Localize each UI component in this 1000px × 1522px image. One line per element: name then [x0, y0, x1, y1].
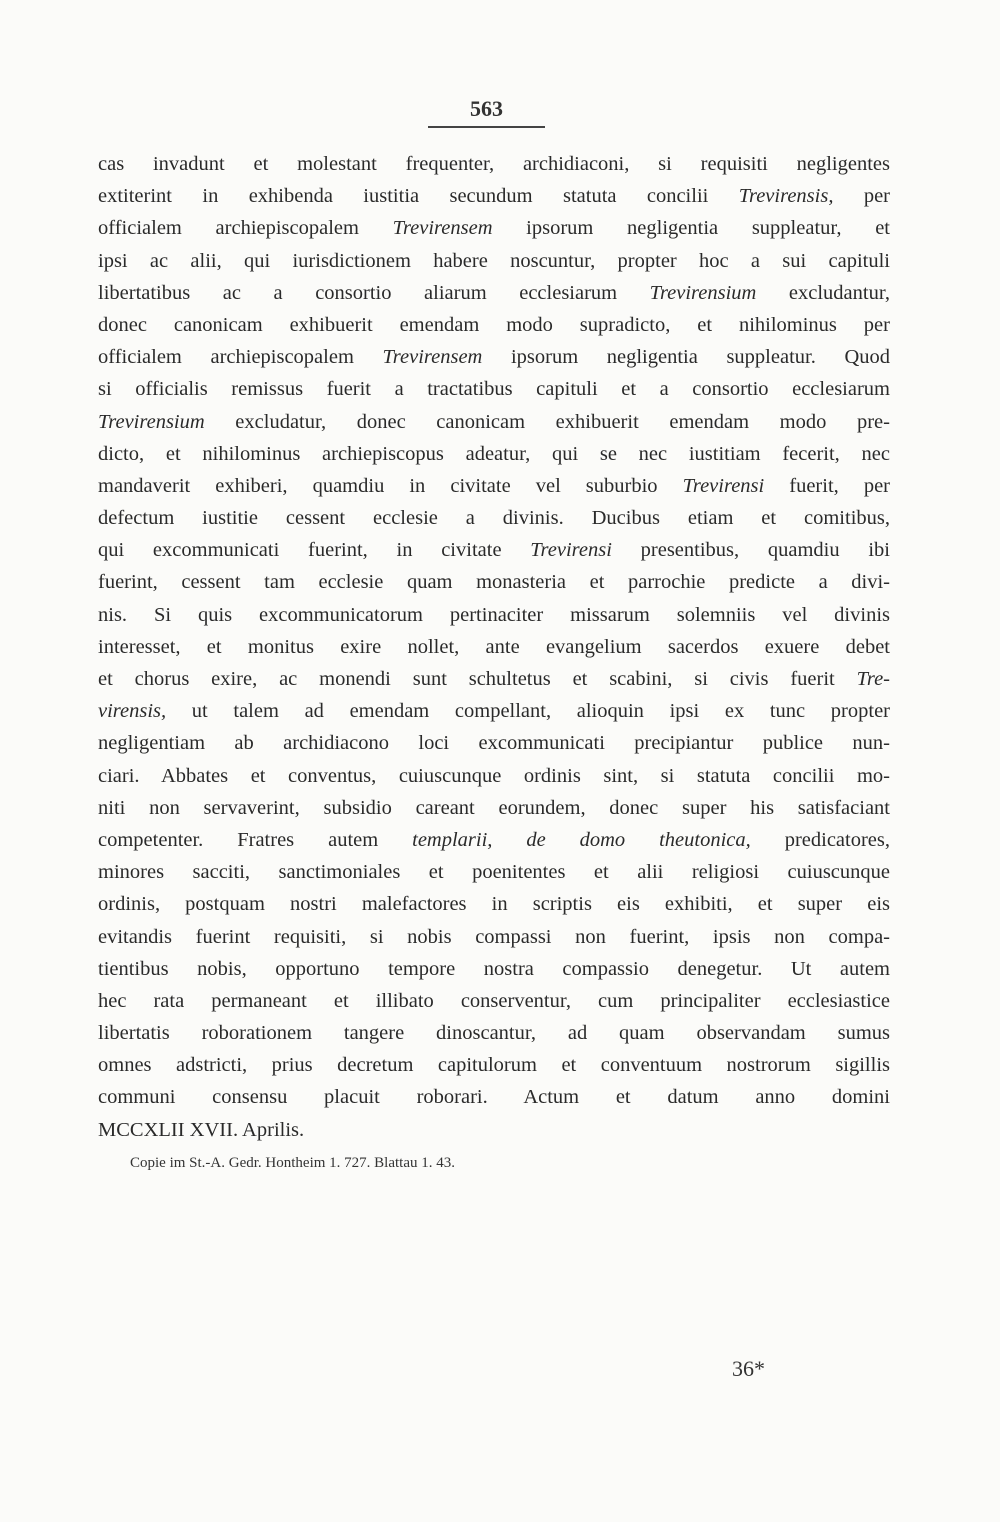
text-line [98, 695, 890, 727]
text-segment: MCCXLII XVII. Aprilis. [98, 1118, 305, 1141]
text-line [98, 953, 890, 985]
text-segment: negligentiam ab archidiacono loci excommunicati precipiantur publice nun- [98, 732, 890, 755]
text-line [98, 373, 890, 405]
text-line [98, 1017, 890, 1049]
text-segment: interesset, et monitus exire nollet, ante evangelium sacerdos exuere debet [98, 635, 890, 658]
text-segment: si officialis remissus fuerit a tractatibus capituli et a consortio ecclesiarum [98, 378, 890, 401]
text-segment: competenter. Fratres autem [98, 828, 413, 851]
italic-text-segment: Trevirensem [392, 217, 493, 240]
text-segment: dicto, et nihilominus archiepiscopus adeatur, qui se nec iustitiam fecerit, nec [98, 442, 890, 465]
text-line [98, 760, 890, 792]
text-segment: omnes adstricti, prius decretum capitulorum et conventuum nostrorum sigillis [98, 1054, 890, 1077]
text-line [98, 599, 890, 631]
text-line [98, 663, 890, 695]
page-number-rule [428, 126, 545, 128]
italic-text-segment: Trevirensis, [738, 185, 834, 208]
text-line [98, 212, 890, 244]
text-line [98, 470, 890, 502]
italic-text-segment: Tre- [856, 668, 890, 690]
text-line [98, 309, 890, 341]
text-segment: defectum iustitie cessent ecclesie a divinis. Ducibus etiam et comitibus, [98, 507, 890, 530]
page-number: 563 [470, 96, 503, 121]
text-segment: ciari. Abbates et conventus, cuiuscunque ordinis sint, si statuta concilii mo- [98, 764, 890, 787]
text-line [98, 631, 890, 663]
italic-text-segment: Trevirensi [682, 474, 765, 497]
text-segment: niti non servaverint, subsidio careant eorundem, donec super his satisfaciant [98, 796, 890, 819]
text-segment: nis. Si quis excommunicatorum pertinaciter missarum solemniis vel divinis [98, 603, 890, 626]
text-line [98, 438, 890, 470]
text-line [98, 985, 890, 1017]
text-segment: ut talem ad emendam compellant, alioquin ipsi ex tunc propter [166, 700, 890, 723]
text-segment: donec canonicam exhibuerit emendam modo supradicto, et nihilominus per [98, 313, 890, 336]
text-segment: officialem archiepiscopalem [98, 346, 383, 369]
text-line [98, 921, 890, 953]
text-line [98, 406, 890, 438]
text-segment: hec rata permaneant et illibato conserventur, cum principaliter ecclesiastice [98, 989, 890, 1012]
text-line [98, 502, 890, 534]
text-line [98, 245, 890, 277]
text-segment: officialem archiepiscopalem [98, 217, 393, 240]
text-segment: minores sacciti, sanctimoniales et poenitentes et alii religiosi cuiuscunque [98, 861, 890, 884]
text-segment: qui excommunicati fuerint, in civitate [98, 539, 531, 562]
italic-text-segment: Trevirensem [382, 346, 483, 369]
text-line [98, 148, 890, 180]
text-line [98, 824, 890, 856]
text-line [98, 888, 890, 920]
italic-text-segment: virensis, [98, 700, 167, 723]
text-segment: per [833, 185, 890, 208]
text-segment: mandaverit exhiberi, quamdiu in civitate vel suburbio [98, 474, 683, 497]
text-segment: evitandis fuerint requisiti, si nobis compassi non fuerint, ipsis non compa- [98, 925, 890, 948]
text-line [98, 792, 890, 824]
text-line [98, 341, 890, 373]
text-segment: fuerint, cessent tam ecclesie quam monasteria et parrochie predicte a divi- [98, 571, 890, 594]
text-segment: fuerit, per [764, 474, 890, 497]
italic-text-segment: templarii, de domo theutonica, [412, 828, 751, 851]
text-line [98, 566, 890, 598]
text-segment: libertatibus ac a consortio aliarum ecclesiarum [98, 281, 650, 304]
text-segment: ipsi ac alii, qui iurisdictionem habere noscuntur, propter hoc a sui capituli [98, 249, 890, 272]
italic-text-segment: Trevirensi [530, 539, 612, 562]
text-segment: et chorus exire, ac monendi sunt schultetus et scabini, si civis fuerit [98, 668, 857, 690]
body-text [98, 148, 890, 1146]
text-segment: presentibus, quamdiu ibi [611, 539, 890, 562]
text-line [98, 856, 890, 888]
text-line [98, 1049, 890, 1081]
text-segment: excludantur, [756, 281, 890, 304]
text-segment: excludatur, donec canonicam exhibuerit emendam modo pre- [204, 410, 890, 433]
text-segment: extiterint in exhibenda iustitia secundum statuta concilii [98, 185, 739, 208]
text-segment: communi consensu placuit roborari. Actum et datum anno domini [98, 1086, 890, 1109]
text-line [98, 180, 890, 212]
text-segment: ipsorum negligentia suppleatur. Quod [482, 346, 890, 369]
text-line [98, 1081, 890, 1113]
signature-mark: 36* [732, 1356, 765, 1381]
source-footnote: Copie im St.-A. Gedr. Hontheim 1. 727. Blattau 1. 43. [130, 1155, 455, 1171]
text-line [98, 277, 890, 309]
text-segment: ipsorum negligentia suppleatur, et [492, 217, 890, 240]
text-segment: predicatores, [750, 828, 891, 851]
text-segment: cas invadunt et molestant frequenter, archidiaconi, si requisiti negligentes [98, 153, 890, 175]
italic-text-segment: Trevirensium [98, 410, 205, 433]
text-line [98, 727, 890, 759]
text-line [98, 534, 890, 566]
text-segment: ordinis, postquam nostri malefactores in scriptis eis exhibiti, et super eis [98, 893, 890, 916]
text-segment: libertatis roborationem tangere dinoscantur, ad quam observandam sumus [98, 1022, 890, 1045]
text-line [98, 1114, 890, 1146]
italic-text-segment: Trevirensium [649, 281, 757, 304]
text-segment: tientibus nobis, opportuno tempore nostra compassio denegetur. Ut autem [98, 957, 890, 980]
